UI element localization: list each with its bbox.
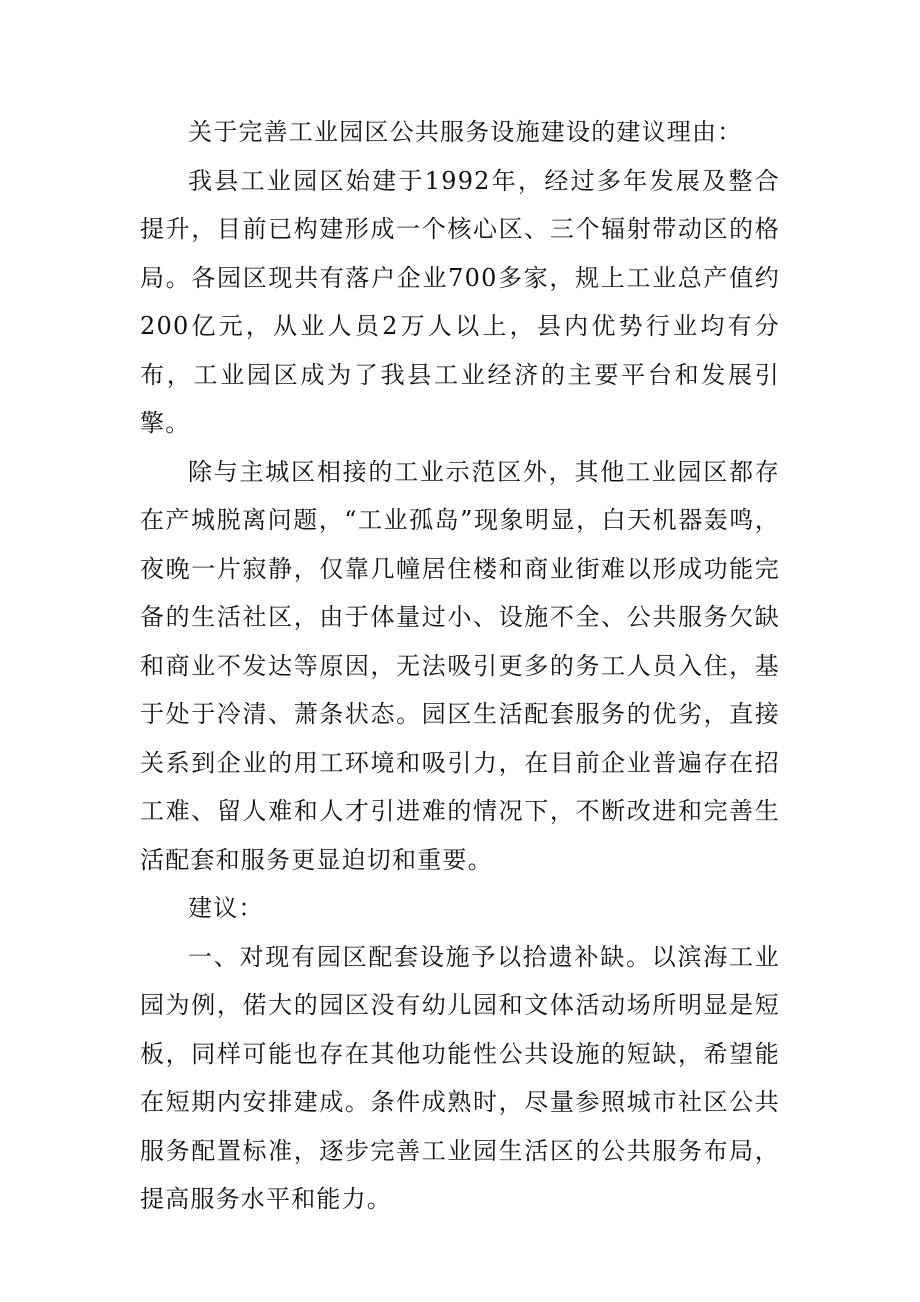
paragraph-suggestion-heading: 建议： <box>188 894 264 922</box>
paragraph-suggestion-one: 一、对现有园区配套设施予以拾遗补缺。以滨海工业园为例，偌大的园区没有幼儿园和文体活动场所明显是短板，同样可能也存在其他功能性公共设施的短缺，希望能在短期内安排建成。条件成熟时，尽量参照城市社区公共服务配置标准，逐步完善工业园生活区的公共服务布局，提高服务水平和能力。 <box>140 942 780 1213</box>
document-body <box>140 108 780 1224</box>
paragraph-title-reason: 关于完善工业园区公共服务设施建设的建议理由： <box>188 118 743 146</box>
paragraph-background: 我县工业园区始建于1992年，经过多年发展及整合提升，目前已构建形成一个核心区、三个辐射带动区的格局。各园区现共有落户企业700多家，规上工业总产值约200亿元，从业人员2万人以上，县内优势行业均有分布，工业园区成为了我县工业经济的主要平台和发展引擎。 <box>140 166 780 437</box>
paragraph-problem: 除与主城区相接的工业示范区外，其他工业园区都存在产城脱离问题，“工业孤岛”现象明显，白天机器轰鸣，夜晚一片寂静，仅靠几幢居住楼和商业街难以形成功能完备的生活社区，由于体量过小、设施不全、公共服务欠缺和商业不发达等原因，无法吸引更多的务工人员入住，基于处于冷清、萧条状态。园区生活配套服务的优劣，直接关系到企业的用工环境和吸引力，在目前企业普遍存在招工难、留人难和人才引进难的情况下，不断改进和完善生活配套和服务更显迫切和重要。 <box>140 457 780 874</box>
